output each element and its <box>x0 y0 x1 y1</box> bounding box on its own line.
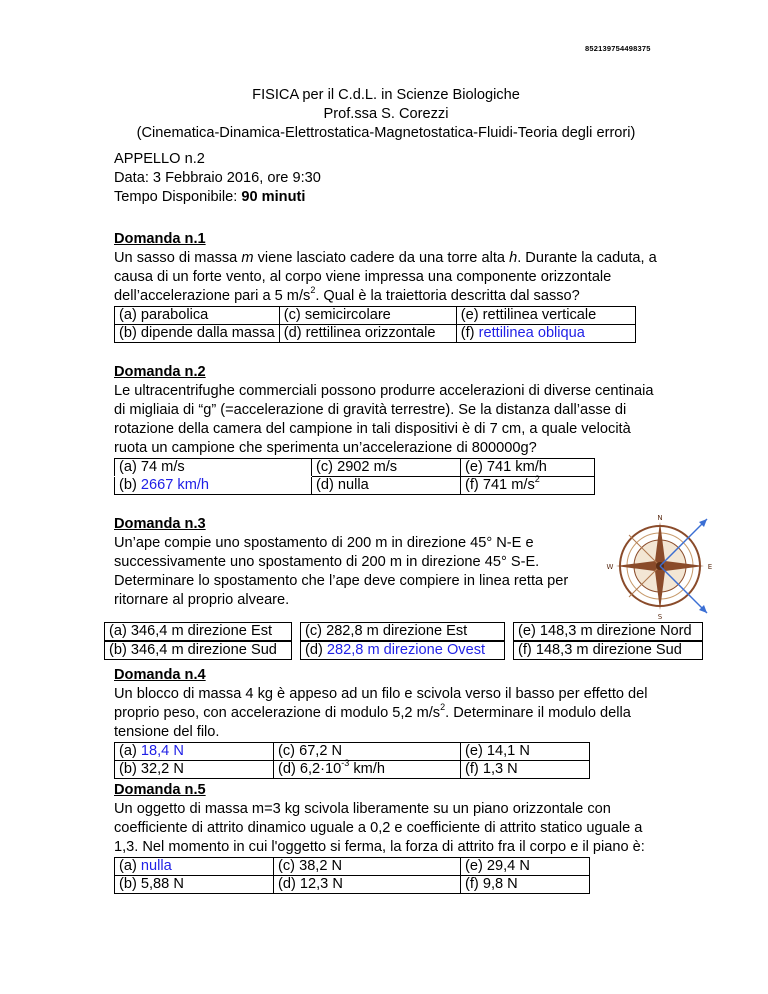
question-title: Domanda n.1 <box>114 231 206 247</box>
option-e[interactable]: (e) 741 km/h <box>461 459 595 477</box>
question-4 <box>114 666 664 779</box>
option-a[interactable]: (a) 74 m/s <box>115 459 312 477</box>
svg-text:N: N <box>657 514 663 522</box>
option-a[interactable]: (a) 346,4 m direzione Est <box>104 622 292 641</box>
appello: APPELLO n.2 <box>114 151 205 167</box>
options-table <box>104 622 703 660</box>
option-d[interactable]: (d) 12,3 N <box>274 876 461 894</box>
option-e[interactable]: (e) rettilinea verticale <box>456 307 635 325</box>
correct-answer: rettilinea obliqua <box>478 325 585 341</box>
exam-meta <box>114 150 321 207</box>
topics: (Cinematica-Dinamica-Elettrostatica-Magnetostatica-Fluidi-Teoria degli errori) <box>136 125 636 141</box>
option-b[interactable]: (b) 2667 km/h <box>115 477 312 495</box>
question-text: Un’ape compie uno spostamento di 200 m in direzione 45° N-E e successivamente uno spostamento di 200 m in direzione 45° S-E. Determinare lo spostamento che l’ape deve compiere in linea retta per ritornare al proprio alveare. <box>114 535 569 608</box>
option-f[interactable]: (f) 9,8 N <box>461 876 590 894</box>
question-3-options <box>104 622 703 660</box>
option-e[interactable]: (e) 14,1 N <box>461 743 590 761</box>
svg-text:E: E <box>707 563 713 571</box>
question-text: Un blocco di massa 4 kg è appeso ad un filo e scivola verso il basso per effetto del proprio peso, con accelerazione di modulo 5,2 $m/s^2$. Determinare il modulo della tensione del filo. <box>114 686 648 740</box>
option-d[interactable]: (d) 282,8 m direzione Ovest <box>300 641 505 660</box>
option-a[interactable]: (a) 18,4 N <box>115 743 274 761</box>
question-title: Domanda n.5 <box>114 782 206 798</box>
option-c[interactable]: (c) 67,2 N <box>274 743 461 761</box>
option-f[interactable]: (f) rettilinea obliqua <box>456 325 635 343</box>
option-c[interactable]: (c) 38,2 N <box>274 858 461 876</box>
time-value: 90 minuti <box>241 189 306 205</box>
correct-answer: 2667 km/h <box>140 477 210 493</box>
options-table <box>114 458 595 495</box>
question-title: Domanda n.3 <box>114 516 206 532</box>
svg-text:S: S <box>657 613 663 620</box>
option-d[interactable]: (d) nulla <box>312 477 461 495</box>
question-5 <box>114 781 664 894</box>
question-3 <box>114 515 584 610</box>
exam-date: Data: 3 Febbraio 2016, ore 9:30 <box>114 170 321 186</box>
option-c[interactable]: (c) 2902 m/s <box>312 459 461 477</box>
option-d[interactable]: (d) $6,2\cdot 10^{-3}$ km/h <box>274 761 461 779</box>
time-available: Tempo Disponibile: 90 minuti <box>114 189 306 205</box>
options-table <box>114 742 590 779</box>
exam-header <box>96 86 676 143</box>
option-e[interactable]: (e) 29,4 N <box>461 858 590 876</box>
question-2 <box>114 363 664 495</box>
question-title: Domanda n.2 <box>114 364 206 380</box>
option-b[interactable]: (b) dipende dalla massa <box>115 325 280 343</box>
course-title: FISICA per il C.d.L. in Scienze Biologiche <box>252 87 520 103</box>
option-f[interactable]: (f) 148,3 m direzione Sud <box>513 641 703 660</box>
option-f[interactable]: (f) 1,3 N <box>461 761 590 779</box>
document-id: 852139754498375 <box>585 44 651 53</box>
option-b[interactable]: (b) 346,4 m direzione Sud <box>104 641 292 660</box>
option-e[interactable]: (e) 148,3 m direzione Nord <box>513 622 703 641</box>
options-table <box>114 306 636 343</box>
option-c[interactable]: (c) 282,8 m direzione Est <box>300 622 505 641</box>
option-a[interactable]: (a) parabolica <box>115 307 280 325</box>
option-c[interactable]: (c) semicircolare <box>279 307 456 325</box>
question-1 <box>114 230 664 343</box>
correct-answer: 18,4 N <box>140 743 184 759</box>
question-title: Domanda n.4 <box>114 667 206 683</box>
option-d[interactable]: (d) rettilinea orizzontale <box>279 325 456 343</box>
question-text: Un sasso di massa m viene lasciato cadere da una torre alta h. Durante la caduta, a causa di un forte vento, al corpo viene impressa una componente orizzontale dell’accelerazione pari a 5 $m/s^2$. Qual è la traiettoria descritta dal sasso? <box>114 250 657 304</box>
option-f[interactable]: (f) 741 $m/s^2$ <box>461 477 595 495</box>
compass-rose-icon <box>606 512 714 620</box>
question-text: Un oggetto di massa m=3 kg scivola liberamente su un piano orizzontale con coefficiente di attrito dinamico uguale a 0,2 e coefficiente di attrito statico uguale a 1,3. Nel momento in cui l'oggetto si ferma, la forza di attrito fra il corpo e il piano è: <box>114 801 645 855</box>
professor: Prof.ssa S. Corezzi <box>323 106 449 122</box>
correct-answer: 282,8 m direzione Ovest <box>326 642 486 658</box>
question-text: Le ultracentrifughe commerciali possono produrre accelerazioni di diverse centinaia di migliaia di “g” (=accelerazione di gravità terrestre). Se la distanza dall’asse di rotazione della camera del campione in tali dispositivi è di 7 cm, a quale velocità ruota un campione che sperimenta un’accelerazione di 800000g? <box>114 383 654 456</box>
option-a[interactable]: (a) nulla <box>115 858 274 876</box>
svg-text:W: W <box>606 563 614 571</box>
option-b[interactable]: (b) 32,2 N <box>115 761 274 779</box>
option-b[interactable]: (b) 5,88 N <box>115 876 274 894</box>
options-table <box>114 857 590 894</box>
correct-answer: nulla <box>140 858 172 874</box>
